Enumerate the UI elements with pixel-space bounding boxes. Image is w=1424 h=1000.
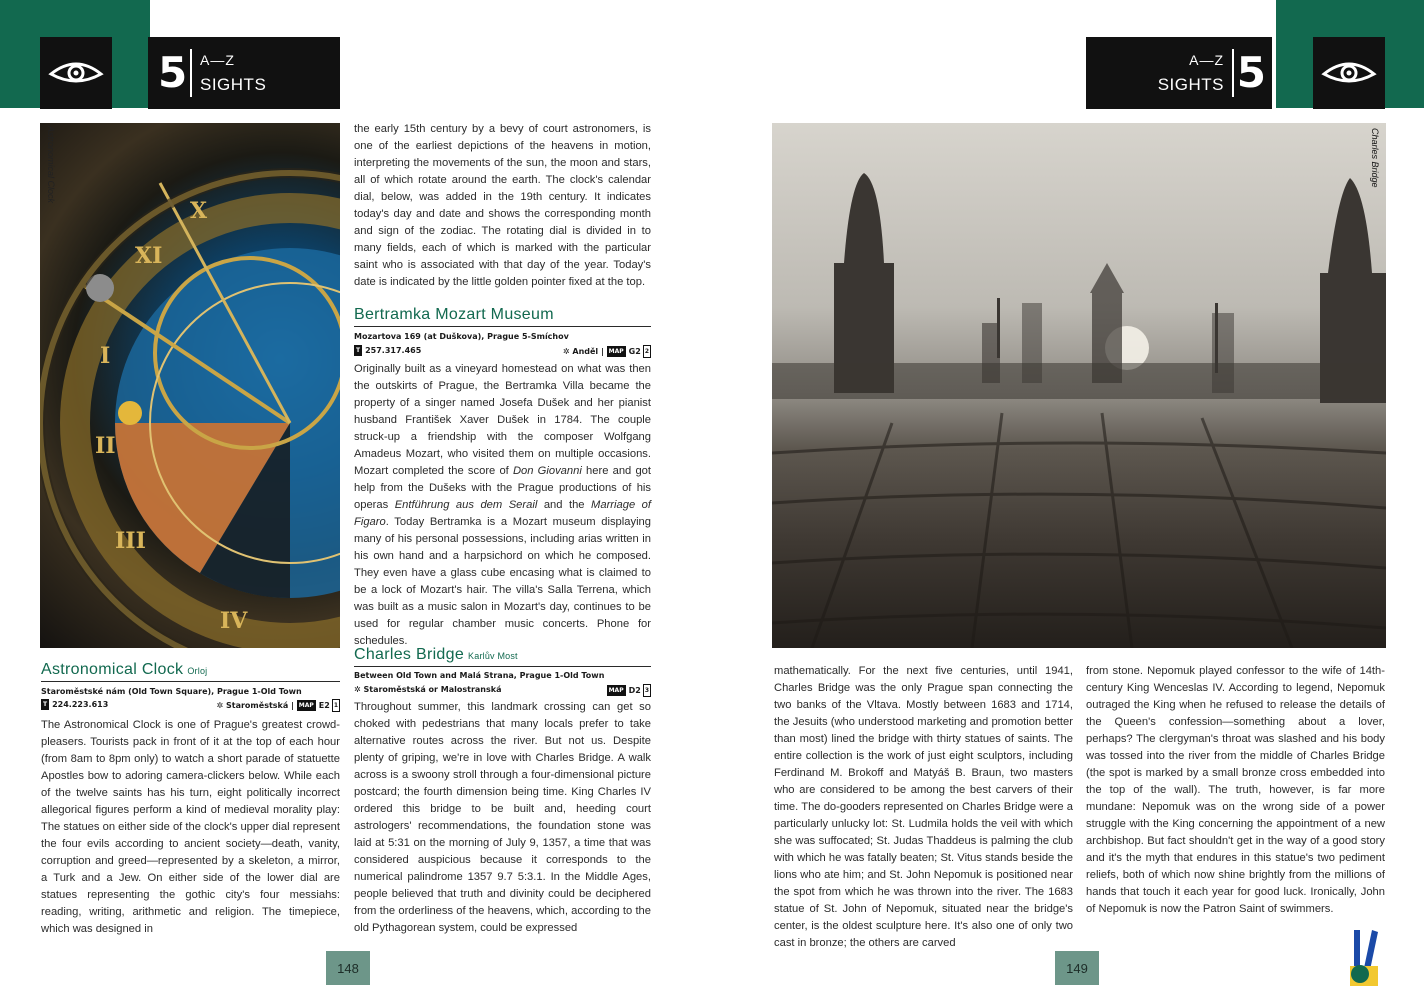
entry-title-astronomical-clock: [41, 661, 207, 679]
chapter-icon-box-right: [1313, 37, 1385, 109]
svg-text:II: II: [95, 433, 116, 459]
chapter-number: 5: [1236, 48, 1266, 97]
entry-body-mozart-museum: [354, 361, 651, 650]
phone-number: 224.223.613: [52, 700, 109, 709]
eye-icon: [1321, 58, 1377, 88]
chapter-title: SIGHTS: [1157, 75, 1224, 94]
section-label: A—Z: [200, 52, 235, 68]
opera-title: Don Giovanni: [512, 465, 582, 477]
entry-address: Mozartova 169 (at Duškova), Prague 5-Smíchov: [354, 332, 569, 341]
entry-title-mozart-museum: Bertramka Mozart Museum: [354, 306, 554, 323]
entry-subtitle: Karlův Most: [468, 651, 518, 661]
body-paragraph: [354, 361, 651, 650]
metro-info: ✲ Anděl | MAP G2 2: [562, 347, 649, 356]
entry-info-row: [354, 345, 651, 358]
entry-body-charles-bridge-2: [774, 663, 1073, 952]
phone-info: [41, 699, 108, 712]
photo-caption: Charles Bridge: [1370, 128, 1380, 188]
photo-caption: Astronomical Clock: [46, 126, 56, 204]
metro-station: Staroměstská: [226, 701, 289, 710]
divider: [190, 49, 192, 97]
map-ref: D2: [628, 686, 641, 695]
entry-subtitle: Orloj: [187, 666, 208, 676]
svg-text:X: X: [190, 198, 208, 224]
entry-title-text: Astronomical Clock: [41, 661, 184, 678]
map-icon: MAP: [608, 348, 624, 355]
map-number: 1: [332, 699, 340, 712]
phone-icon: T: [43, 701, 48, 708]
phone-icon: T: [356, 347, 361, 354]
entry-body-continued: [354, 121, 651, 291]
map-ref: E2: [318, 701, 330, 710]
map-number: 3: [643, 684, 651, 697]
map-number: 2: [643, 345, 651, 358]
body-paragraph: from stone. Nepomuk played confessor to the wife of 14th-century King Wenceslas IV. According to legend, Nepomuk outraged the King when he refused to release the details of the Queen's confession—something about a lover, perhaps? The clergyman's throat was slashed and his body was tossed into the river from the middle of Charles Bridge (the spot is marked by a small bronze cross embedded into the top of the wall). The truth, however, is far more mundane: Nepomuk was on the wrong side of a power struggle with the King concerning the appointment of a new archbishop. But fact shouldn't get in the way of a good story and it's the myth that endures in this statue's two pediment reliefs, both of which now shine brightly from the millions of hands that touch it each year for good luck. Ironically, John of Nepomuk is now the Patron Saint of swimmers.: [1086, 665, 1385, 915]
divider: [1232, 49, 1234, 97]
opera-title: Marriage of Figaro: [354, 499, 651, 528]
svg-text:III: III: [115, 528, 146, 554]
chapter-title: SIGHTS: [200, 75, 267, 94]
svg-text:XI: XI: [135, 243, 163, 269]
divider: [354, 666, 651, 667]
body-text: here and got help from the Dušeks with the Prague productions of his operas: [354, 465, 652, 511]
entry-info-row: [354, 684, 651, 697]
body-paragraph: the early 15th century by a bevy of court astronomers, is one of the earliest depictions of the heavens in motion, interpreting the movements of the sun, the moon and stars, all of which rotate around the earth. The clock's calendar dial, below, was added in the 19th century. It indicates today's day and date and shows the corresponding month and sign of the zodiac. The rotating dial is divided in to many fields, each of which is marked with the particular saint who is associated with that day of the year. Today's date is indicated by the little golden pointer fixed at the top.: [354, 123, 651, 288]
chapter-heading: [148, 37, 340, 109]
publisher-logo: [1346, 930, 1382, 988]
astronomical-clock-photo: [40, 123, 340, 648]
map-ref: G2: [628, 347, 641, 356]
chapter-heading-right: [1086, 37, 1272, 109]
map-icon: MAP: [608, 687, 624, 694]
section-label: A—Z: [1189, 52, 1224, 68]
phone-number: 257.317.465: [365, 346, 422, 355]
chapter-icon-box: [40, 37, 112, 109]
metro-info: ✲ Staroměstská or Malostranská: [354, 685, 502, 694]
map-icon: MAP: [298, 702, 314, 709]
divider: [41, 681, 340, 682]
body-paragraph: mathematically. For the next five centuries, until 1941, Charles Bridge was the only Prague span connecting the two banks of the Vltava. Mostly between 1683 and 1714, the Jesuits (who understood marketing and promotion better than most) lined the bridge with thirty statues of saints. The entire collection is the work of just eight sculptors, including Ferdinand M. Brokoff and Matyáš B. Braun, two masters who are considered to be among the best carvers of their time. The do-gooders represented on Charles Bridge were a particularly unlucky lot: St. Ludmila holds the veil with which she was suffocated; St. Judas Thaddeus is palming the club with which he was fatally beaten; St. Vitus stands beside the lions who ate him; and St. John Nepomuk is positioned near the spot from which he was thrown into the river. The 1683 statue of St. John of Nepomuk, situated near the bridge's center, is the oldest sculpture here. It's also one of only two cast in bronze; the others are carved: [774, 665, 1073, 949]
page-number-right: 149: [1055, 951, 1099, 985]
entry-title-charles-bridge: [354, 646, 518, 664]
entry-info-row: [41, 699, 340, 712]
entry-body-charles-bridge-3: [1086, 663, 1385, 918]
charles-bridge-photo: [772, 123, 1386, 648]
metro-info: ✲ Staroměstská | MAP E2 1: [216, 701, 338, 710]
divider: [354, 326, 651, 327]
entry-body-charles-bridge: [354, 699, 651, 937]
svg-text:I: I: [100, 343, 111, 369]
body-text: Originally built as a vineyard homestead on what was then the outskirts of Prague, the Bertramka Villa became the property of a singer named Josefa Dušek and her pianist husband František Xaver Dušek in 1784. The couple struck-up a friendship with the composer Wolfgang Amadeus Mozart, who visited them on multiple occasions. Mozart completed the score of: [354, 363, 651, 477]
metro-station: Anděl: [572, 347, 599, 356]
body-paragraph: Throughout summer, this landmark crossing can get so choked with pedestrians that many locals prefer to take alternative routes across the river. But not us. Despite plenty of griping, we're in love with Charles Bridge. A walk across is a swoony stroll through a four-dimensional picture postcard; the fourth dimension being time. King Charles IV ordered this bridge to be built and, heeding court astrologers' recommendations, the foundation stone was laid at 5:31 on the morning of July 9, 1357, a time that was considered auspicious because it corresponds to the numerical palindrome 1357 9.7 5:3.1. In the Middle Ages, people believed that truth and divinity could be deciphered from the orderliness of the heavens, which, according to the old Pythagorean system, could be expressed: [354, 701, 651, 934]
entry-address: Staroměstské nám (Old Town Square), Prague 1-Old Town: [41, 687, 302, 696]
metro-station: Staroměstská or Malostranská: [363, 685, 502, 694]
body-paragraph: The Astronomical Clock is one of Prague's greatest crowd-pleasers. Tourists pack in front of it at the top of each hour (from 8am to 8pm only) to watch a short parade of statuette Apostles bow to adoring camera-clickers below. While each of the twelve saints has his turn, eight politically incorrect allegorical figures perform a kind of medieval morality play: The statues on either side of the clock's upper dial represent the four evils according to ancient society—death, vanity, corruption and greed—represented by a skeleton, a mirror, a Turk and a Jew. On either side of the lower dial are statues representing the gothic city's four messiahs: reading, writing, arithmetic and religion. The timepiece, which was designed in: [41, 719, 340, 935]
phone-info: [354, 345, 421, 358]
chapter-number: 5: [158, 48, 188, 97]
svg-text:IV: IV: [220, 608, 248, 634]
map-info: [607, 684, 651, 697]
entry-title-text: Charles Bridge: [354, 646, 465, 663]
eye-icon: [48, 58, 104, 88]
entry-body-astronomical-clock: [41, 717, 340, 938]
body-text: . Today Bertramka is a Mozart museum displaying many of his personal possessions, including arias written in his own hand and a harpsichord on which he composed. They even have a glass cube encasing what is claimed to be a lock of Mozart's hair. The villa's Salla Terrena, which was built as a music salon in Mozart's day, continues to be used for regular chamber music concerts. Phone for schedules.: [354, 516, 651, 647]
opera-title: Entführung aus dem Serail: [394, 499, 538, 511]
page-number-left: 148: [326, 951, 370, 985]
body-text: and the: [537, 499, 592, 511]
entry-address: Between Old Town and Malá Strana, Prague 1-Old Town: [354, 671, 605, 680]
